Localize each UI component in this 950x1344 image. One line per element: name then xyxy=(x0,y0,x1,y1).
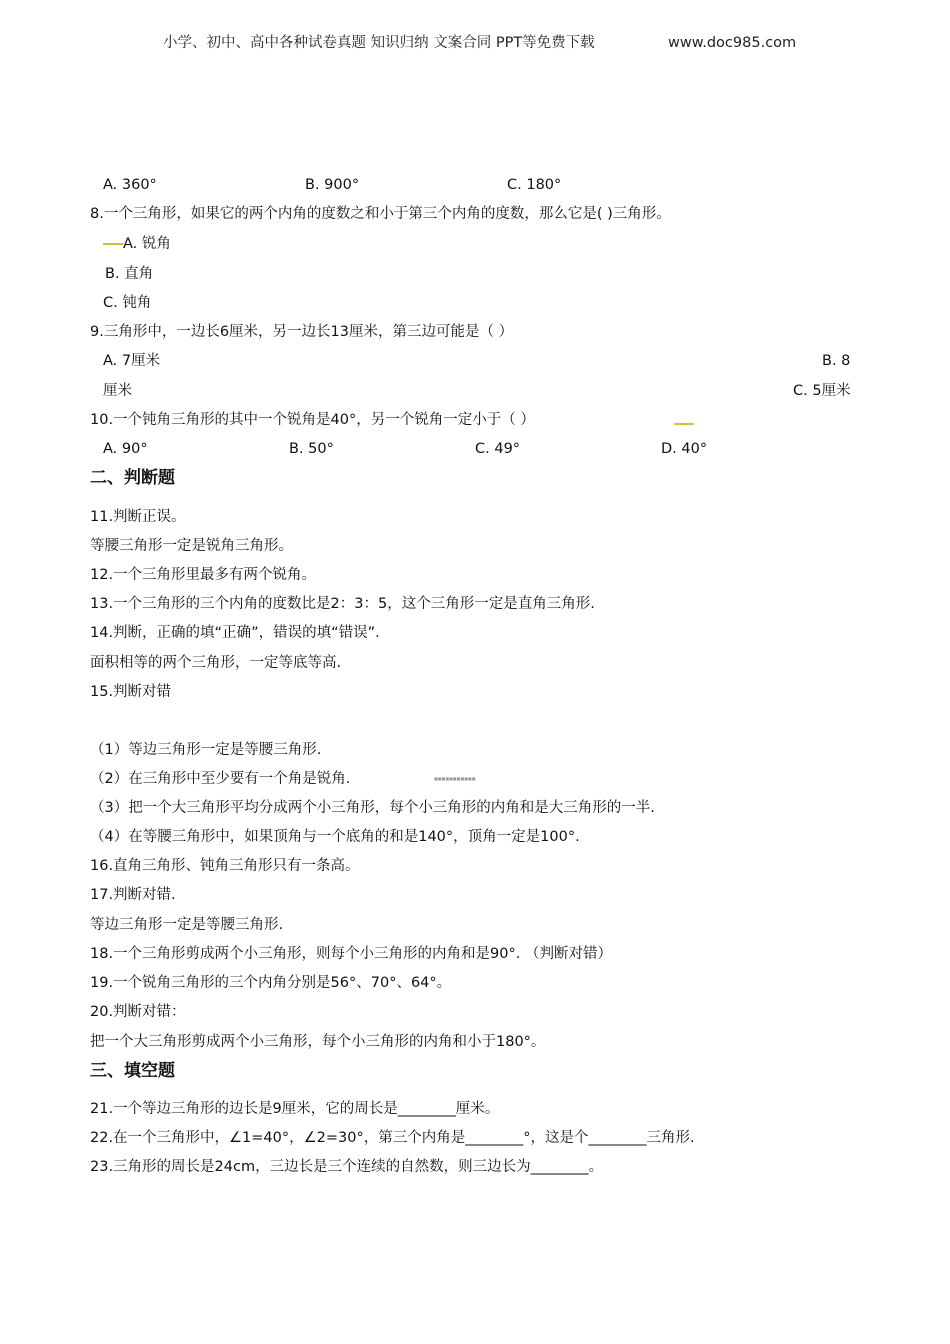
question-line: 12.一个三角形里最多有两个锐角。 xyxy=(90,567,317,583)
q7-option-b: B. 900° xyxy=(305,177,360,193)
q8-option-a: A. 锐角 xyxy=(123,236,171,252)
sub-question: （1）等边三角形一定是等腰三角形. xyxy=(90,742,322,758)
q10-option-d: D. 40° xyxy=(661,441,708,457)
sub-question: （3）把一个大三角形平均分成两个小三角形，每个小三角形的内角和是大三角形的一半. xyxy=(90,800,655,816)
q10-option-a: A. 90° xyxy=(103,441,148,457)
question-line: 18.一个三角形剪成两个小三角形，则每个小三角形的内角和是90°. （判断对错） xyxy=(90,946,612,962)
question-line: 13.一个三角形的三个内角的度数比是2：3：5，这个三角形一定是直角三角形. xyxy=(90,596,595,612)
sub-question: （2）在三角形中至少要有一个角是锐角. xyxy=(90,771,351,787)
header-text: 小学、初中、高中各种试卷真题 知识归纳 文案合同 PPT等免费下载 xyxy=(163,35,595,51)
q7-option-a: A. 360° xyxy=(103,177,157,193)
fill-question: 23.三角形的周长是24cm，三边长是三个连续的自然数，则三边长为________。 xyxy=(90,1159,604,1175)
question-line: 等边三角形一定是等腰三角形. xyxy=(90,917,284,933)
question-line: 等腰三角形一定是锐角三角形。 xyxy=(90,538,293,554)
q8-option-c: C. 钝角 xyxy=(103,295,152,311)
q10-option-b: B. 50° xyxy=(289,441,334,457)
q9-option-c: C. 5厘米 xyxy=(793,383,851,399)
question-line: 14.判断，正确的填“正确”，错误的填“错误”. xyxy=(90,625,380,641)
q10-option-c: C. 49° xyxy=(475,441,521,457)
question-line: 面积相等的两个三角形，一定等底等高. xyxy=(90,655,342,671)
question-line: 15.判断对错 xyxy=(90,684,172,700)
fill-question: 21.一个等边三角形的边长是9厘米，它的周长是________厘米。 xyxy=(90,1101,500,1117)
sub-question: （4）在等腰三角形中，如果顶角与一个底角的和是140°，顶角一定是100°. xyxy=(90,829,580,845)
q10-text: 10.一个钝角三角形的其中一个锐角是40°，另一个锐角一定小于（ ） xyxy=(90,412,535,428)
q9-text: 9.三角形中，一边长6厘米，另一边长13厘米，第三边可能是（ ） xyxy=(90,324,514,340)
q7-option-c: C. 180° xyxy=(507,177,562,193)
section-title: 三、填空题 xyxy=(90,1061,175,1081)
q8-option-b: B. 直角 xyxy=(105,266,154,282)
fill-question: 22.在一个三角形中，∠1=40°，∠2=30°，第三个内角是________°，这是个________三角形. xyxy=(90,1130,695,1146)
question-line: 16.直角三角形、钝角三角形只有一条高。 xyxy=(90,858,360,874)
question-line: 把一个大三角形剪成两个小三角形，每个小三角形的内角和小于180°。 xyxy=(90,1034,546,1050)
question-line: 11.判断正误。 xyxy=(90,509,186,525)
faint-watermark: ■■■■■■■■■■■ xyxy=(434,776,476,781)
q8-text: 8.一个三角形，如果它的两个内角的度数之和小于第三个内角的度数，那么它是( )三角形。 xyxy=(90,206,671,222)
section-title: 二、判断题 xyxy=(90,468,175,488)
question-line: 20.判断对错： xyxy=(90,1004,186,1020)
highlight-mark xyxy=(674,423,694,425)
question-line: 19.一个锐角三角形的三个内角分别是56°、70°、64°。 xyxy=(90,975,452,991)
question-line: 17.判断对错. xyxy=(90,887,176,903)
highlight-mark xyxy=(103,243,123,245)
q9-option-a: A. 7厘米 xyxy=(103,353,161,369)
q9-option-b: B. 8 xyxy=(822,353,851,369)
header-url[interactable]: www.doc985.com xyxy=(668,35,797,51)
q9-option-b-cont: 厘米 xyxy=(103,383,132,399)
